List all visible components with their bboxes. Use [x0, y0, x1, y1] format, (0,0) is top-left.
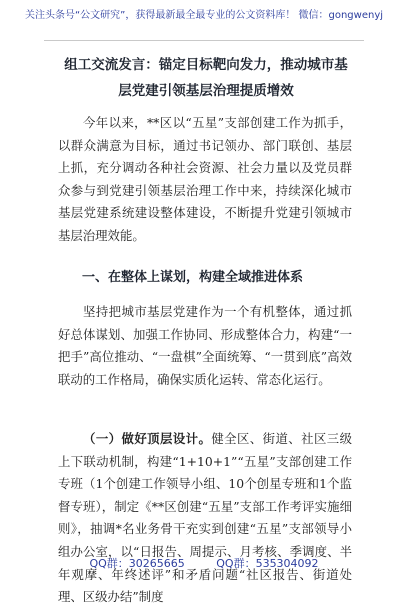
body-paragraph-3 — [58, 428, 352, 609]
subheading-lead: （一）做好顶层设计。 — [83, 431, 212, 446]
header-divider — [44, 40, 364, 41]
body-paragraph-1: 今年以来，**区以“五星”支部创建工作为抓手，以群众满意为目标，通过书记领办、部门联创、基层上抓，充分调动各种社会资源、社会力量以及党员群众参与到党建引领基层治理工作中来，持续深化城市基层党建系统建设整体建设，不断提升党建引领城市基层治理效能。 — [58, 115, 352, 243]
qq-group-2: QQ群：535304092 — [216, 557, 319, 570]
paragraph-3-body: 健全区、街道、社区三级上下联动机制，构建“1+10+1”“五星”支部创建工作专班（1个创建工作领导小组、10个创星专班和1个监督专班），制定《**区创建“五星”支部工作考评实施细则》，抽调*名业务骨干充实到创建“五星”支部领导小组办公室，以“日报告、周提示、月考核、季调度、半年观摩、年终述评”和矛盾问题“社区报告、街道处理、区级办结”制度 — [58, 431, 353, 605]
qq-group-1: QQ群：30265665 — [89, 557, 185, 570]
footer-contacts — [0, 555, 408, 573]
document-title: 组工交流发言：锚定目标靶向发力，推动城市基层党建引领基层治理提质增效 — [64, 57, 348, 99]
section-heading-1: 一、在整体上谋划，构建全域推进体系 — [82, 270, 304, 285]
promo-header: 关注头条号“公文研究”，获得最新最全最专业的公文资料库！ 微信：gongwenyj — [24, 10, 384, 21]
body-paragraph-2: 坚持把城市基层党建作为一个有机整体，通过抓好总体谋划、加强工作协同、形成整体合力，构建“一把手”高位推动、“一盘棋”全面统筹、“一贯到底”高效联动的工作格局，确保实质化运转、常态化运行。 — [58, 304, 352, 387]
